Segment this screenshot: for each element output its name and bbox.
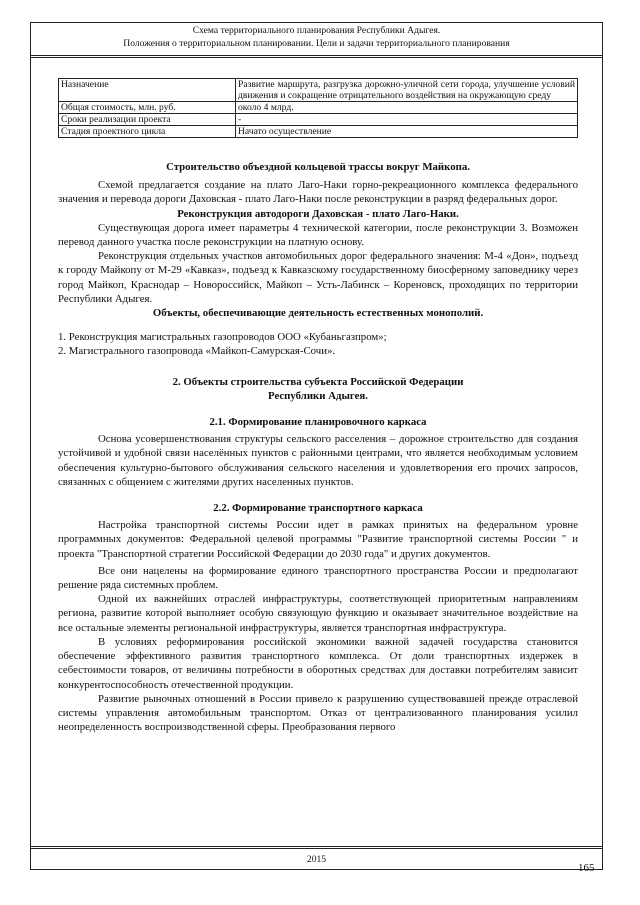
heading-monopolies: Объекты, обеспечивающие деятельность естественных монополий. xyxy=(152,307,484,320)
table-row xyxy=(59,79,578,102)
paragraph-2-2a: Настройка транспортной системы России идет в рамках принятых на федеральном уровне программных документов: Федеральной целевой программы "Развитие транспортной системы России " и проекта "Транспортной стратегии Российской Федерации до 2030 года" и других документов. xyxy=(58,519,578,560)
heading-2-2: 2.2. Формирование транспортного каркаса xyxy=(213,502,423,515)
table-key: Общая стоимость, млн. руб. xyxy=(59,102,236,114)
header-rule xyxy=(30,55,603,58)
paragraph-2-2c: Одной их важнейших отраслей инфраструктуры, соответствующей приоритетным направлениям региона, развитие которой выполняет особую связующую функцию и оказывает значительное воздействие на все остальные элементы региональной инфраструктуры, является транспортная инфраструктура. xyxy=(58,593,578,634)
heading-lagonaki: Реконструкция автодороги Даховская - плато Лаго-Наки. xyxy=(177,207,459,220)
paragraph-bypass: Схемой предлагается создание на плато Лаго-Наки горно-рекреационного комплекса федерального значения и перевода дороги Даховская - плато Лаго-Наки после реконструкции в разряд федеральных дорог. xyxy=(58,179,578,206)
paragraph-2-2d: В условиях реформирования российской экономики важной задачей государства становится обеспечение эффективного развития транспортного комплекса. От доли транспортных издержек в себестоимости товаров, от величины потребности в оборотных средствах для доставки потребителям зависит конкурентоспособность отечественной продукции. xyxy=(58,635,578,691)
table-key: Сроки реализации проекта xyxy=(59,114,236,126)
running-header xyxy=(30,24,603,50)
table-value: - xyxy=(236,114,578,126)
table-row xyxy=(59,114,578,126)
heading-bypass: Строительство объездной кольцевой трассы вокруг Майкопа. xyxy=(166,161,470,173)
header-subtitle: Положения о территориальном планировании. Цели и задачи территориального планирования xyxy=(123,38,510,49)
section-2-title: 2. Объекты строительства субъекта Российской Федерации xyxy=(172,375,464,388)
list-item: 1. Реконструкция магистральных газопроводов ООО «Кубаньгазпром»; xyxy=(58,331,387,344)
footer-rule xyxy=(30,846,603,849)
table-row xyxy=(59,102,578,114)
table-key: Стадия проектного цикла xyxy=(59,126,236,138)
paragraph-lagonaki: Существующая дорога имеет параметры 4 технической категории, после реконструкции 3. Возможен перевод данного участка после реконструкции на платную основу. xyxy=(58,221,578,249)
paragraph-2-2b: Все они нацелены на формирование единого транспортного пространства России и предполагают решение ряда системных проблем. xyxy=(58,564,578,592)
paragraph-2-1: Основа усовершенствования структуры сельского расселения – дорожное строительство для создания устойчивой и удобной связи населённых пунктов с районными центрами, что является необходимым условием обеспечения культурно-бытового обслуживания сельского населения и удовлетворения его прочих запросов, связанных с общением с жителями других населенных пунктов. xyxy=(58,433,578,488)
paragraph-2-2e: Развитие рыночных отношений в России привело к разрушению существовавшей прежде отраслевой системы управления автомобильным транспортом. Отказ от централизованного планирования усилил неопределенность воспроизводственной сферы. Преобразования первого xyxy=(58,692,578,734)
page-number: 165 xyxy=(578,862,595,874)
table-value: около 4 млрд. xyxy=(236,102,578,114)
table-row xyxy=(59,126,578,138)
footer-year: 2015 xyxy=(306,854,327,865)
table-value: Начато осуществление xyxy=(236,126,578,138)
project-info-table xyxy=(58,78,578,138)
heading-2-1: 2.1. Формирование планировочного каркаса xyxy=(209,416,427,429)
paragraph-federal-roads: Реконструкция отдельных участков автомобильных дорог федерального значения: М-4 «Дон», подъезд к городу Майкопу от М-29 «Кавказ», подъезд к Кавказскому государственному биосферному заповеднику через город Майкоп, Краснодар – Новороссийск, Майкоп – Усть-Лабинск – Кореновск, проходящих по территории Республики Адыгея. xyxy=(58,250,578,305)
page-content xyxy=(58,160,578,734)
list-item: 2. Магистрального газопровода «Майкоп-Самурская-Сочи». xyxy=(58,345,336,358)
header-title: Схема территориального планирования Республики Адыгея. xyxy=(192,25,441,36)
section-2-subtitle: Республики Адыгея. xyxy=(268,389,368,402)
table-value: Развитие маршрута, разгрузка дорожно-уличной сети города, улучшение условий движения и сокращение отрицательного воздействия на окружающую среду xyxy=(236,79,578,102)
table-key: Назначение xyxy=(59,79,236,102)
